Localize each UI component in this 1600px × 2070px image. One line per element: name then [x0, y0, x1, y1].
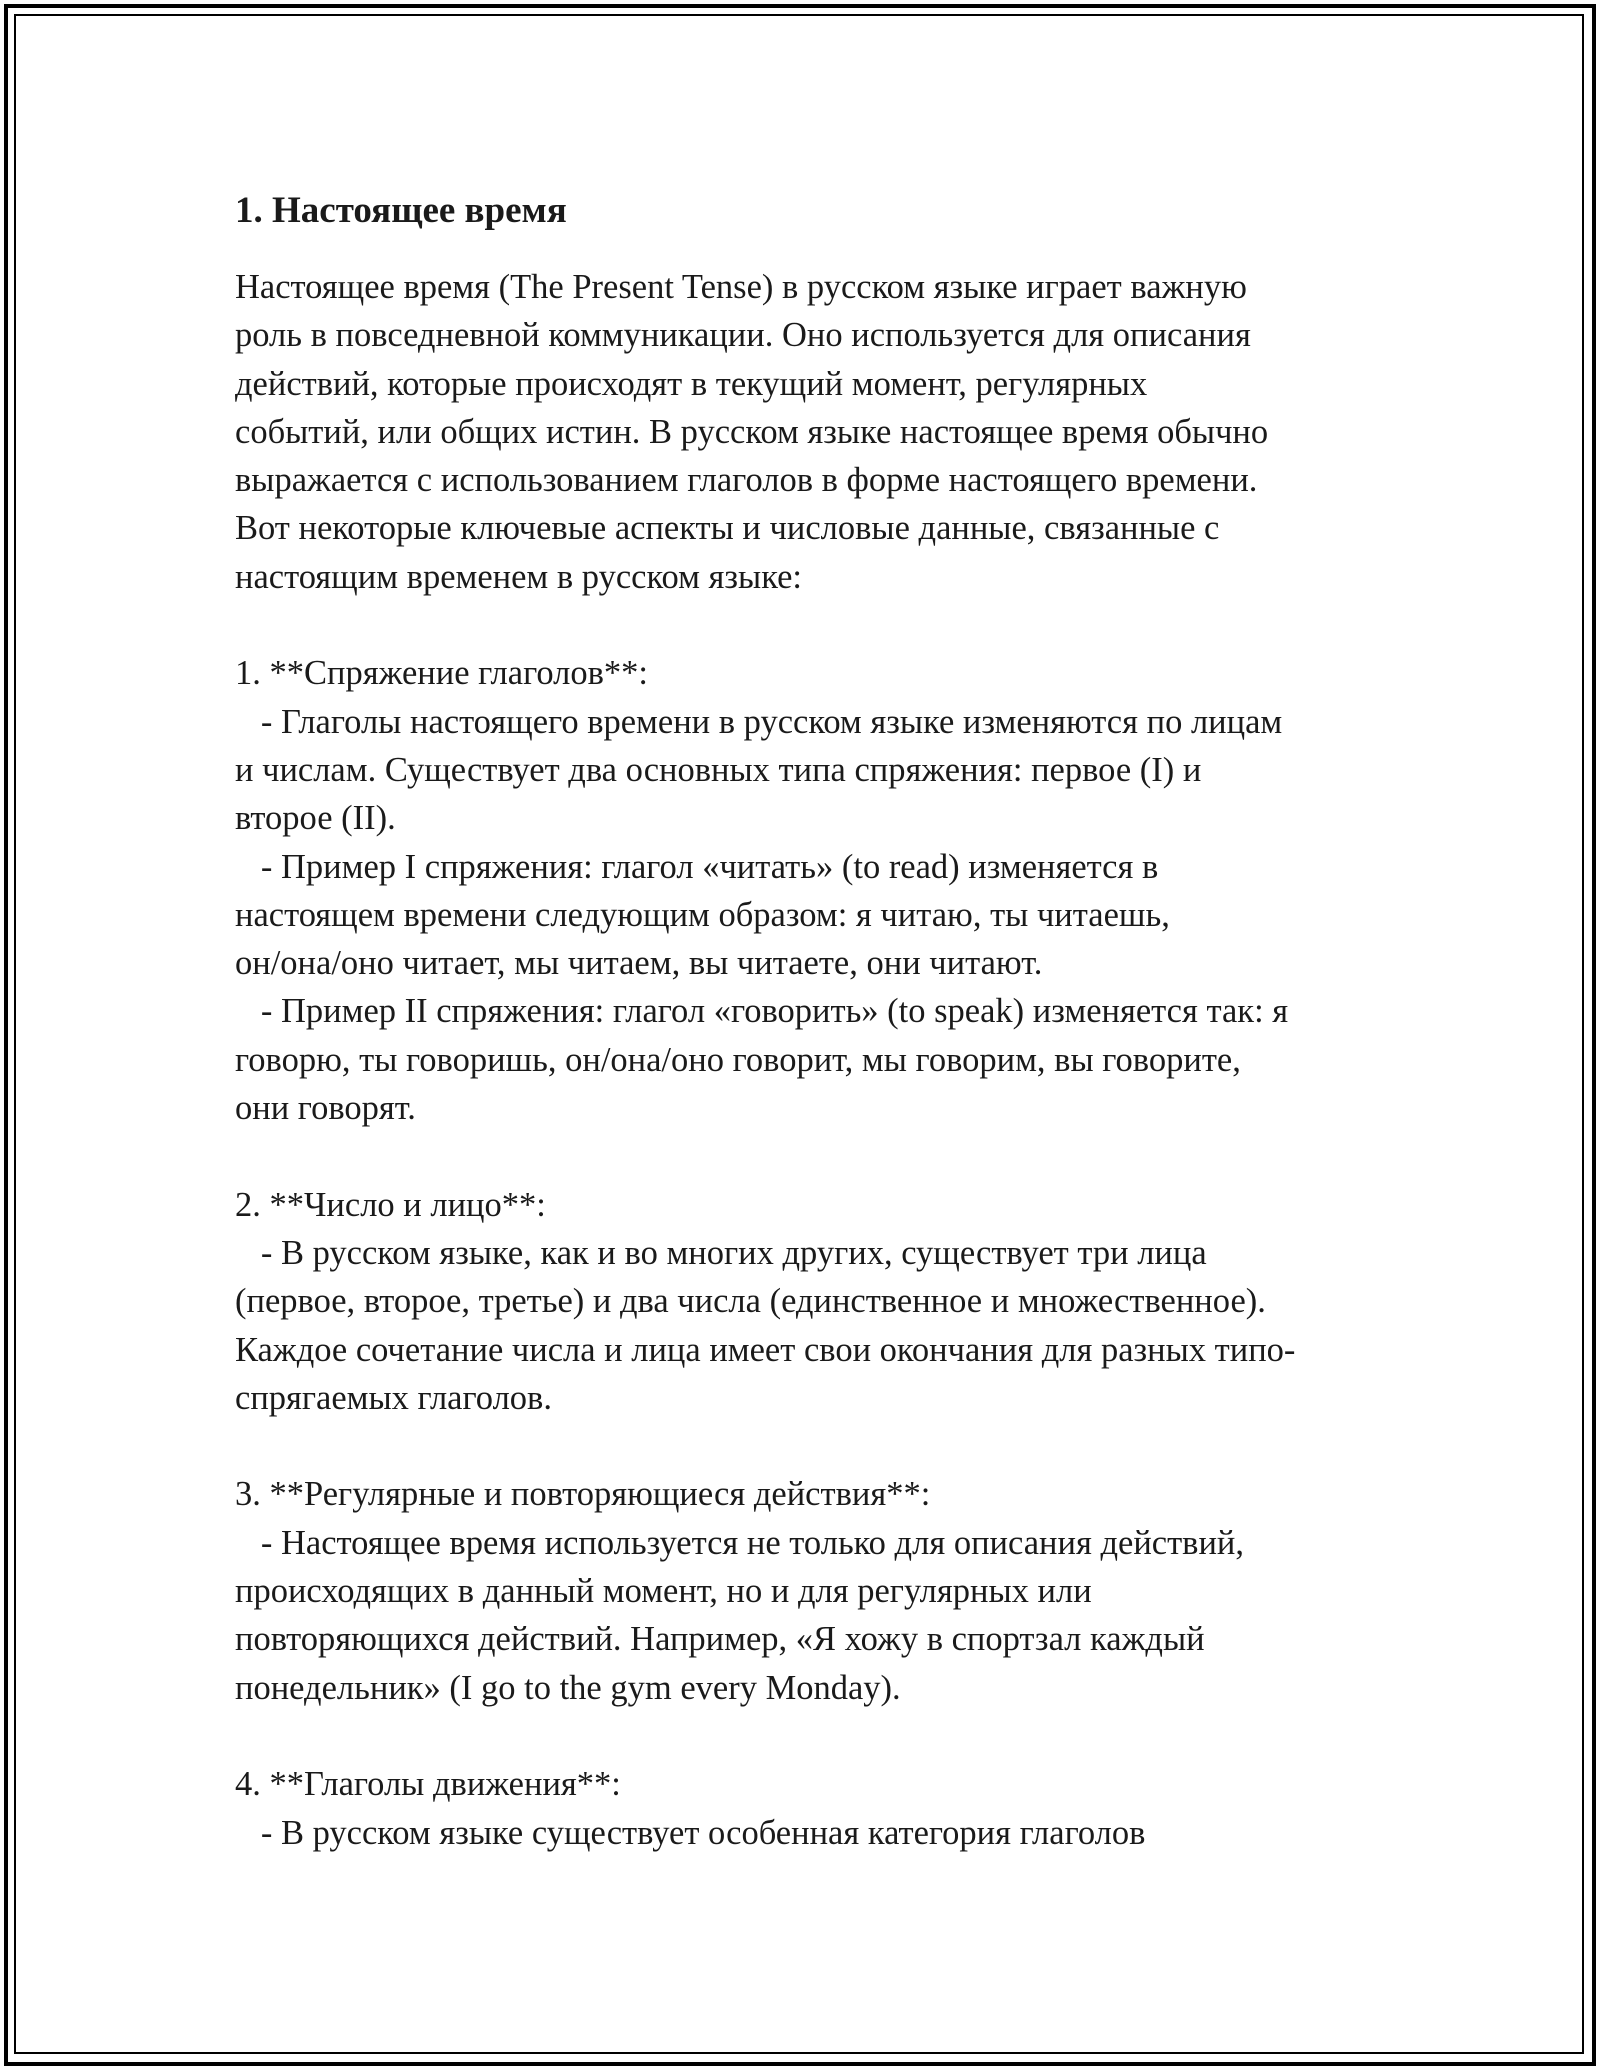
text-line: и числам. Существует два основных типа спряжения: первое (I) и	[235, 750, 1202, 789]
text-line: 4. **Глаголы движения**:	[235, 1765, 621, 1804]
text-line: спрягаемых глаголов.	[235, 1378, 552, 1417]
text-line: понедельник» (I go to the gym every Monday).	[235, 1668, 901, 1707]
document-body	[235, 185, 1365, 1857]
text-line: Настоящее время (The Present Tense) в русском языке играет важную	[235, 268, 1247, 306]
text-line: (первое, второе, третье) и два числа (единственное и множественное).	[235, 1282, 1266, 1321]
text-line: действий, которые происходят в текущий момент, регулярных	[235, 364, 1148, 403]
blank-line	[235, 1132, 1365, 1180]
text-line: - Пример I спряжения: глагол «читать» (to read) изменяется в	[235, 847, 1159, 886]
text-line: Каждое сочетание числа и лица имеет свои окончания для разных типо-	[235, 1330, 1296, 1369]
blank-line	[235, 1712, 1365, 1760]
text-line: - В русском языке существует особенная категория глаголов	[235, 1813, 1146, 1852]
text-line: событий, или общих истин. В русском языке настоящее время обычно	[235, 412, 1269, 451]
body-text	[235, 263, 1365, 1857]
text-line: роль в повседневной коммуникации. Оно используется для описания	[235, 316, 1251, 355]
text-line: - В русском языке, как и во многих других, существует три лица	[235, 1233, 1207, 1272]
section-heading: 1. Настоящее время	[235, 190, 567, 231]
text-line: повторяющихся действий. Например, «Я хожу в спортзал каждый	[235, 1620, 1205, 1659]
text-line: происходящих в данный момент, но и для регулярных или	[235, 1572, 1092, 1611]
text-line: - Настоящее время используется не только для описания действий,	[235, 1523, 1245, 1562]
text-line: настоящим временем в русском языке:	[235, 557, 803, 596]
text-line: 3. **Регулярные и повторяющиеся действия**:	[235, 1475, 931, 1514]
text-line: настоящем времени следующим образом: я читаю, ты читаешь,	[235, 895, 1170, 934]
text-line: 2. **Число и лицо**:	[235, 1185, 546, 1224]
text-line: второе (II).	[235, 799, 396, 838]
blank-line	[235, 601, 1365, 649]
text-line: - Пример II спряжения: глагол «говорить» (to speak) изменяется так: я	[235, 992, 1289, 1031]
text-line: Вот некоторые ключевые аспекты и числовые данные, связанные с	[235, 509, 1220, 548]
text-line: он/она/оно читает, мы читаем, вы читаете, они читают.	[235, 944, 1043, 983]
blank-line	[235, 1422, 1365, 1470]
text-line: 1. **Спряжение глаголов**:	[235, 654, 649, 693]
text-line: говорю, ты говоришь, он/она/оно говорит, мы говорим, вы говорите,	[235, 1040, 1241, 1079]
text-line: они говорят.	[235, 1089, 416, 1128]
text-line: - Глаголы настоящего времени в русском языке изменяются по лицам	[235, 702, 1283, 741]
text-line: выражается с использованием глаголов в форме настоящего времени.	[235, 461, 1258, 500]
